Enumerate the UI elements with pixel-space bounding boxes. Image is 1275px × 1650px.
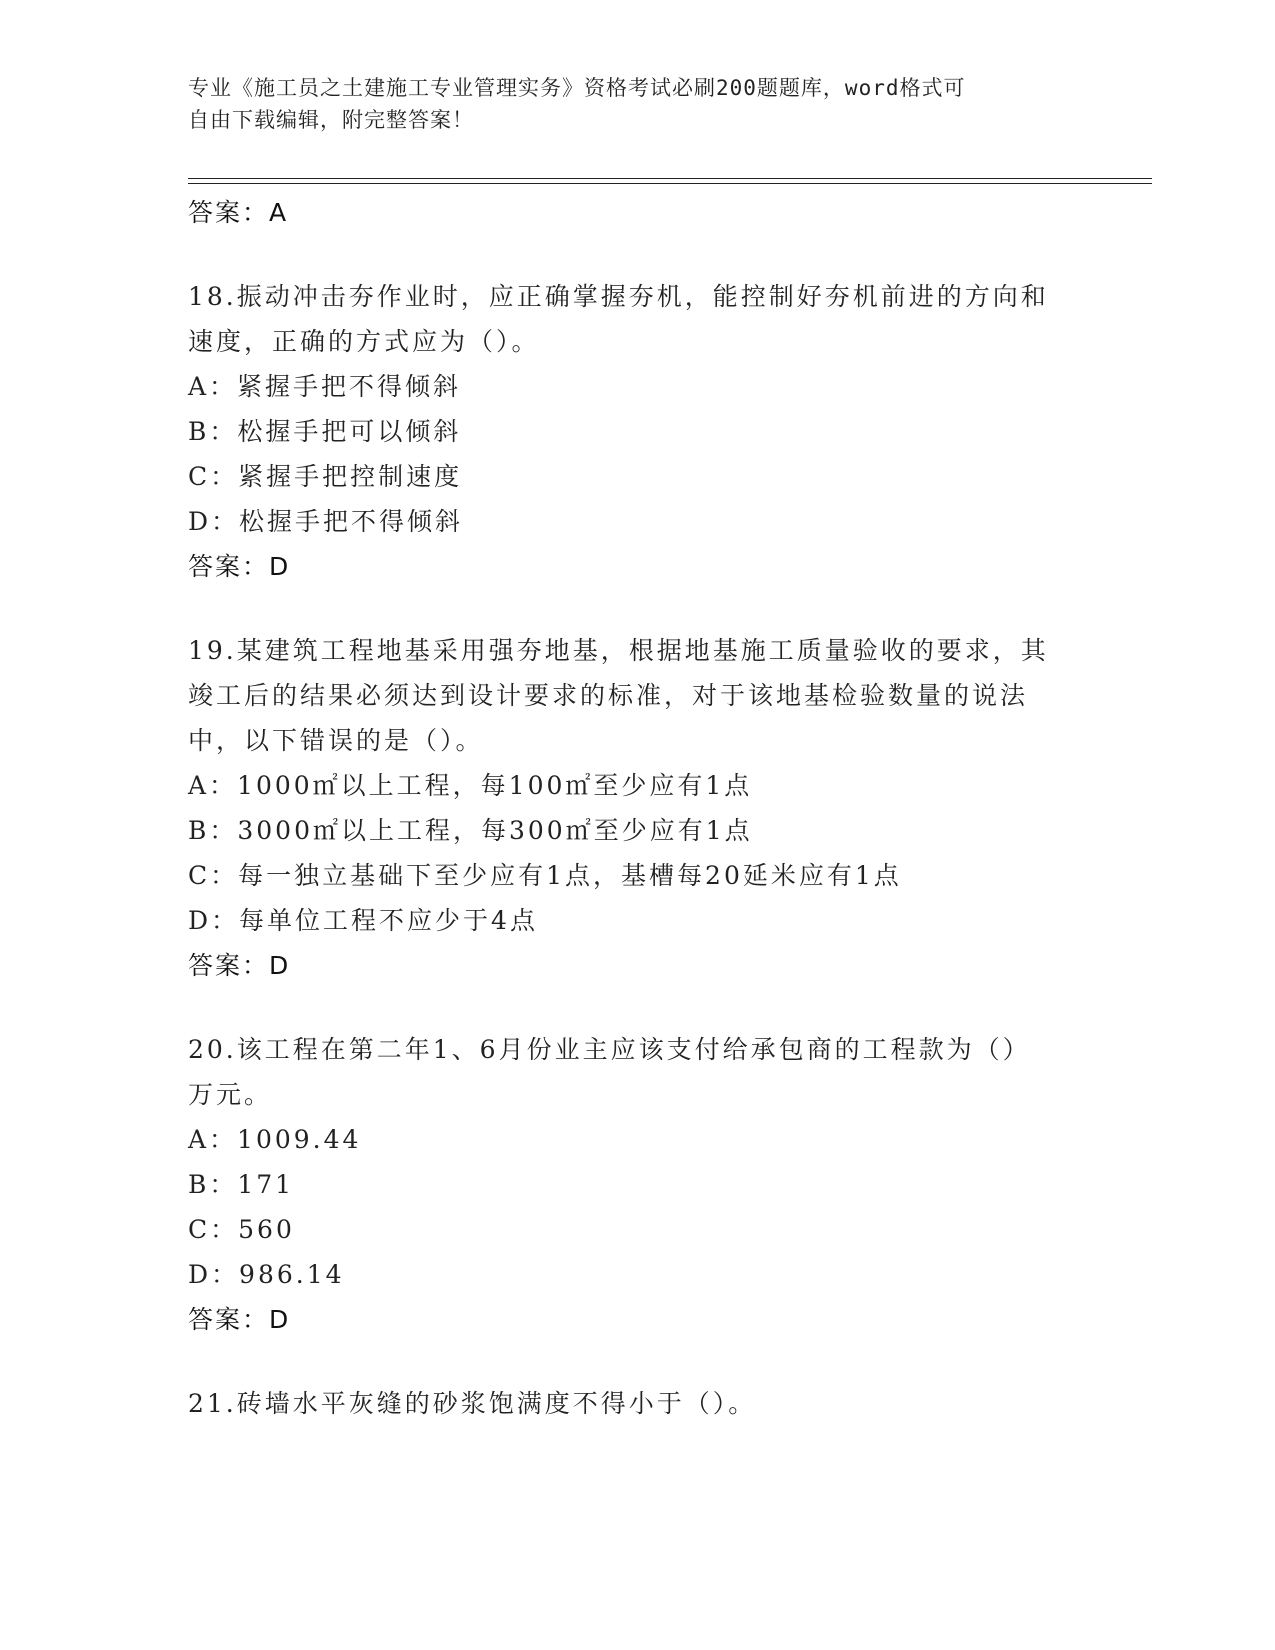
header-line-1: 专业《施工员之土建施工专业管理实务》资格考试必刷200题题库，word格式可 [188,76,966,100]
document-header [188,72,1088,136]
option-a: A：紧握手把不得倾斜 [188,372,462,401]
option-d: D：松握手把不得倾斜 [188,507,464,536]
answer: 答案：D [188,951,291,980]
stem-line: 18.振动冲击夯作业时，应正确掌握夯机，能控制好夯机前进的方向和 [188,282,1049,311]
stem-line: 中，以下错误的是（）。 [188,726,484,755]
header-line-2: 自由下载编辑，附完整答案！ [188,108,474,132]
question-list [188,190,1088,1426]
question-19 [188,628,1088,989]
question-20 [188,1027,1088,1343]
option-a: A：1009.44 [188,1125,362,1154]
stem-line: 21.砖墙水平灰缝的砂浆饱满度不得小于（）。 [188,1389,757,1418]
stem-line: 20.该工程在第二年1、6月份业主应该支付给承包商的工程款为（） [188,1035,1031,1064]
option-c: C：560 [188,1215,295,1244]
header-rule-top [188,178,1152,179]
answer: 答案：D [188,552,291,581]
option-b: B：松握手把可以倾斜 [188,417,462,446]
question-stem [188,1027,1088,1117]
stem-line: 19.某建筑工程地基采用强夯地基，根据地基施工质量验收的要求，其 [188,636,1049,665]
option-a: A：1000㎡以上工程，每100㎡至少应有1点 [188,771,753,800]
option-c: C：紧握手把控制速度 [188,462,463,491]
question-18 [188,274,1088,590]
option-d: D：986.14 [188,1260,345,1289]
question-stem [188,1381,1088,1426]
header-rule-bottom [188,183,1152,184]
option-c: C：每一独立基础下至少应有1点，基槽每20延米应有1点 [188,861,902,890]
option-d: D：每单位工程不应少于4点 [188,906,538,935]
answer: 答案：D [188,1305,291,1334]
stem-line: 竣工后的结果必须达到设计要求的标准，对于该地基检验数量的说法 [188,681,1029,710]
question-stem [188,628,1088,763]
question-21 [188,1381,1088,1426]
previous-answer: 答案：A [188,198,289,227]
option-b: B：3000㎡以上工程，每300㎡至少应有1点 [188,816,753,845]
stem-line: 速度，正确的方式应为（）。 [188,327,540,356]
stem-line: 万元。 [188,1080,273,1109]
question-stem [188,274,1088,364]
option-b: B：171 [188,1170,295,1199]
